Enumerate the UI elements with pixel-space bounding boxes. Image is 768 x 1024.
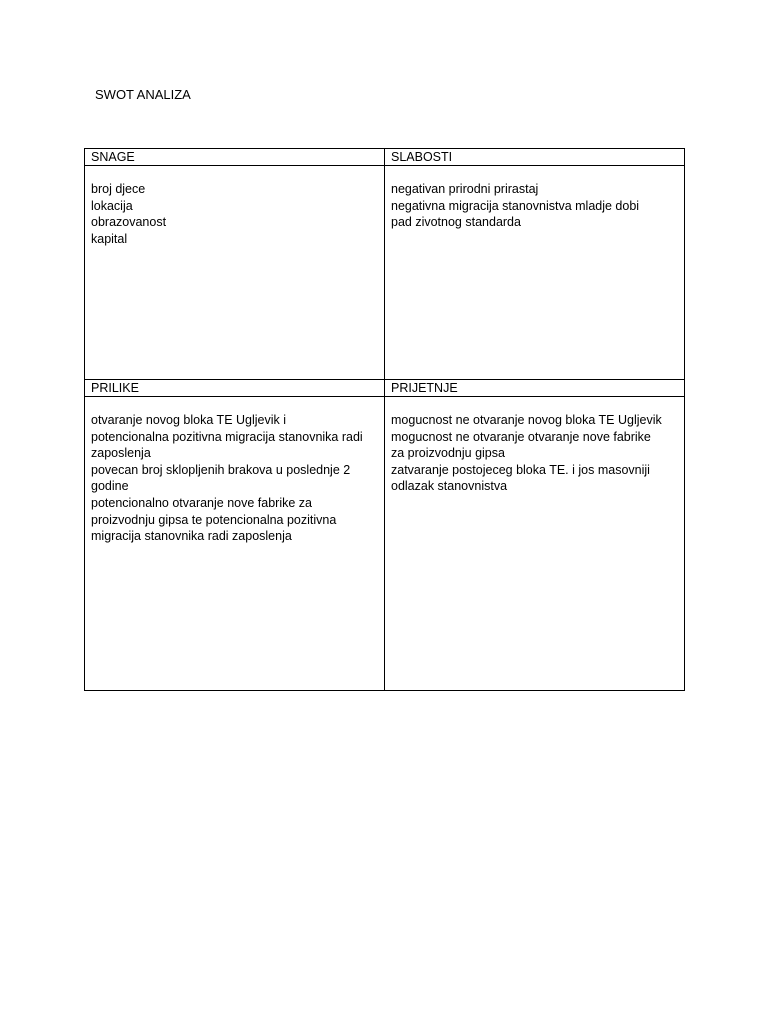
document-title: SWOT ANALIZA: [95, 87, 191, 102]
strengths-item: obrazovanost: [91, 215, 167, 230]
threats-header: PRIJETNJE: [385, 380, 685, 397]
opportunities-header: PRILIKE: [85, 380, 385, 397]
swot-header-row-top: [85, 149, 685, 166]
opportunities-cell: [85, 397, 385, 691]
opportunities-line: zaposlenja: [91, 446, 151, 461]
opportunities-line: godine: [91, 479, 129, 494]
weaknesses-item: pad zivotnog standarda: [391, 215, 521, 230]
opportunities-line: potencionalno otvaranje nove fabrike za: [91, 495, 312, 510]
threats-line: mogucnost ne otvaranje novog bloka TE Ugljevik: [391, 413, 662, 427]
strengths-item: broj djece: [91, 182, 146, 196]
swot-body-row-bottom: [85, 397, 685, 691]
threats-line: za proizvodnju gipsa: [391, 446, 505, 461]
strengths-item: kapital: [91, 231, 128, 246]
threats-line: zatvaranje postojeceg bloka TE. i jos masovniji: [391, 462, 650, 477]
weaknesses-item: negativna migracija stanovnistva mladje dobi: [391, 198, 640, 213]
opportunities-line: otvaranje novog bloka TE Ugljevik i: [91, 413, 287, 427]
threats-line: mogucnost ne otvaranje otvaranje nove fabrike: [391, 429, 651, 444]
weaknesses-header: SLABOSTI: [385, 149, 685, 166]
opportunities-line: povecan broj sklopljenih brakova u poslednje 2: [91, 462, 351, 477]
swot-body-row-top: [85, 166, 685, 380]
swot-header-row-bottom: [85, 380, 685, 397]
strengths-item: lokacija: [91, 198, 133, 213]
strengths-header: SNAGE: [85, 149, 385, 166]
swot-table: [84, 148, 685, 691]
opportunities-line: migracija stanovnika radi zaposlenja: [91, 529, 292, 544]
weaknesses-cell: [385, 166, 685, 380]
threats-line: odlazak stanovnistva: [391, 479, 508, 494]
strengths-cell: [85, 166, 385, 380]
threats-cell: [385, 397, 685, 691]
opportunities-line: potencionalna pozitivna migracija stanovnika radi: [91, 429, 363, 444]
weaknesses-item: negativan prirodni prirastaj: [391, 182, 539, 196]
opportunities-line: proizvodnju gipsa te potencionalna pozitivna: [91, 512, 337, 527]
